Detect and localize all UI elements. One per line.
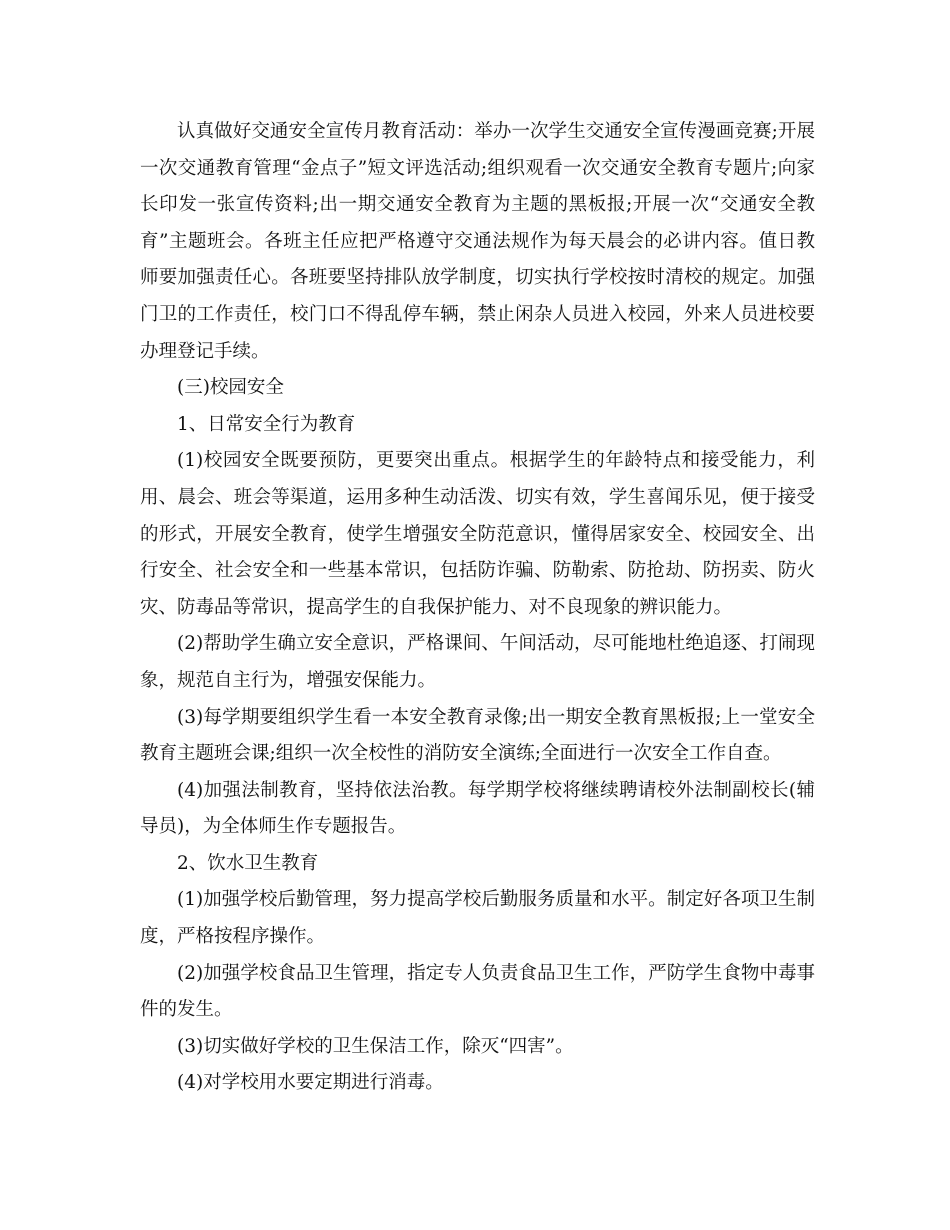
paragraph-hygiene-item-1: (1)加强学校后勤管理，努力提高学校后勤服务质量和水平。制定好各项卫生制度，严格按程序操作。 <box>140 889 815 948</box>
paragraph-item-4: (4)加强法制教育，坚持依法治教。每学期学校将继续聘请校外法制副校长(辅导员)，为全体师生作专题报告。 <box>140 779 815 838</box>
paragraph-hygiene-item-4: (4)对学校用水要定期进行消毒。 <box>177 1072 444 1094</box>
paragraph-item-3: (3)每学期要组织学生看一本安全教育录像;出一期安全教育黑板报;上一堂安全教育主题班会课;组织一次全校性的消防安全演练;全面进行一次安全工作自查。 <box>140 706 815 765</box>
subsection-heading-daily-safety: 1、日常安全行为教育 <box>177 413 356 435</box>
document-body <box>140 114 815 1102</box>
subsection-heading-water-hygiene: 2、饮水卫生教育 <box>177 852 319 874</box>
paragraph-hygiene-item-2: (2)加强学校食品卫生管理，指定专人负责食品卫生工作，严防学生食物中毒事件的发生。 <box>140 962 815 1021</box>
paragraph-item-1: (1)校园安全既要预防，更要突出重点。根据学生的年龄特点和接受能力，利用、晨会、班会等渠道，运用多种生动活泼、切实有效，学生喜闻乐见，便于接受的形式，开展安全教育，使学生增强安全防范意识，懂得居家安全、校园安全、出行安全、社会安全和一些基本常识，包括防诈骗、防勒索、防抢劫、防拐卖、防火灾、防毒品等常识，提高学生的自我保护能力、对不良现象的辨识能力。 <box>140 450 815 618</box>
section-heading-campus-safety: (三)校园安全 <box>177 377 284 399</box>
paragraph-traffic-safety-month: 认真做好交通安全宣传月教育活动：举办一次学生交通安全宣传漫画竞赛;开展一次交通教育管理“金点子”短文评选活动;组织观看一次交通安全教育专题片;向家长印发一张宣传资料;出一期交通安全教育为主题的黑板报;开展一次“交通安全教育”主题班会。各班主任应把严格遵守交通法规作为每天晨会的必讲内容。值日教师要加强责任心。各班要坚持排队放学制度，切实执行学校按时清校的规定。加强门卫的工作责任，校门口不得乱停车辆，禁止闲杂人员进入校园，外来人员进校要办理登记手续。 <box>140 121 815 362</box>
paragraph-hygiene-item-3: (3)切实做好学校的卫生保洁工作，除灭“四害”。 <box>177 1035 574 1057</box>
paragraph-item-2: (2)帮助学生确立安全意识，严格课间、午间活动，尽可能地杜绝追逐、打闹现象，规范自主行为，增强安保能力。 <box>140 633 815 691</box>
